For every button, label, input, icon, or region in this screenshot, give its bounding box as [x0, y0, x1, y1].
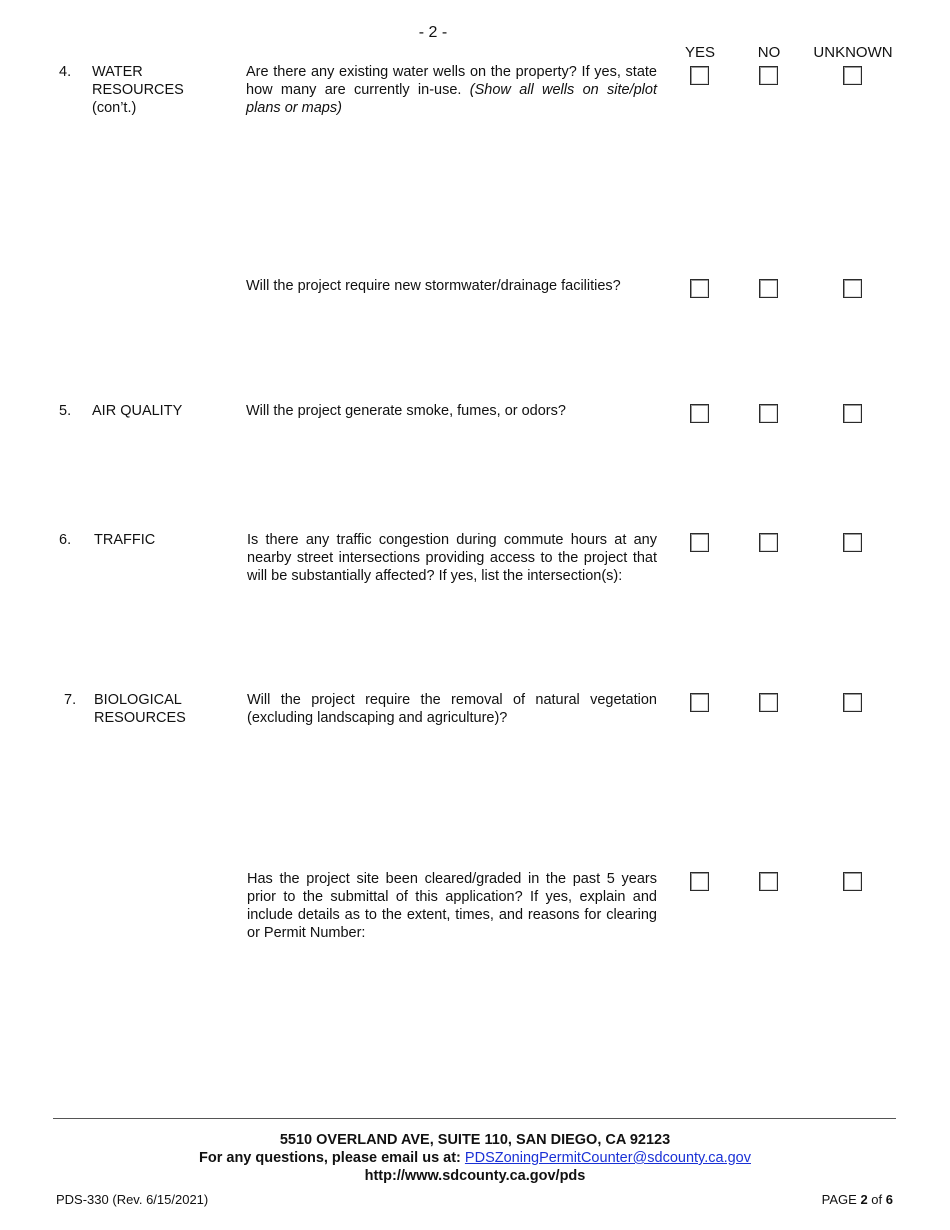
smoke-no-checkbox[interactable] [759, 404, 778, 423]
water-wells-no-checkbox[interactable] [759, 66, 778, 85]
page-of-word: of [871, 1192, 883, 1207]
section-number: 4. [59, 64, 72, 80]
section-topic: TRAFFIC [94, 532, 156, 548]
section-topic [92, 63, 222, 117]
water-wells-yes-checkbox[interactable] [690, 66, 709, 85]
question-site-cleared: Has the project site been cleared/graded in the past 5 years prior to the submittal of this application? If yes, explain and include details as to the extent, times, and reasons for clearing or Permit Number: [247, 871, 657, 941]
question-stormwater: Will the project require new stormwater/drainage facilities? [246, 278, 621, 294]
footer-divider [53, 1118, 896, 1119]
topic-line: WATER [92, 64, 143, 80]
cleared-yes-checkbox[interactable] [690, 872, 709, 891]
section-number: 5. [59, 403, 72, 419]
traffic-yes-checkbox[interactable] [690, 533, 709, 552]
topic-line: RESOURCES [94, 710, 186, 726]
traffic-no-checkbox[interactable] [759, 533, 778, 552]
footer-questions-text: For any questions, please email us at: [199, 1150, 461, 1166]
footer-address: 5510 OVERLAND AVE, SUITE 110, SAN DIEGO, CA 92123 [279, 1132, 671, 1148]
page-indicator [822, 1191, 893, 1209]
traffic-unknown-checkbox[interactable] [843, 533, 862, 552]
footer-contact [0, 1149, 950, 1167]
topic-line: BIOLOGICAL [94, 692, 182, 708]
question-smoke-fumes: Will the project generate smoke, fumes, or odors? [246, 403, 566, 419]
vegetation-unknown-checkbox[interactable] [843, 693, 862, 712]
water-wells-unknown-checkbox[interactable] [843, 66, 862, 85]
smoke-unknown-checkbox[interactable] [843, 404, 862, 423]
question-traffic-congestion: Is there any traffic congestion during commute hours at any nearby street intersections providing access to the project that will be substantially affected? If yes, list the intersection(s): [247, 532, 657, 584]
page-word: PAGE [821, 1192, 857, 1207]
topic-line: (con’t.) [92, 100, 137, 116]
footer-email-link[interactable]: PDSZoningPermitCounter@sdcounty.ca.gov [464, 1150, 751, 1166]
page-total: 6 [885, 1192, 893, 1207]
stormwater-yes-checkbox[interactable] [690, 279, 709, 298]
section-topic [94, 691, 224, 727]
smoke-yes-checkbox[interactable] [690, 404, 709, 423]
section-number: 7. [64, 692, 77, 708]
question-water-wells [246, 63, 657, 117]
stormwater-no-checkbox[interactable] [759, 279, 778, 298]
footer-website: http://www.sdcounty.ca.gov/pds [364, 1168, 586, 1184]
column-header-no: NO [757, 44, 781, 61]
section-topic: AIR QUALITY [92, 403, 183, 419]
column-header-yes: YES [684, 44, 715, 61]
topic-line: RESOURCES [92, 82, 184, 98]
page-number: - 2 - [418, 24, 448, 41]
cleared-no-checkbox[interactable] [759, 872, 778, 891]
stormwater-unknown-checkbox[interactable] [843, 279, 862, 298]
page-current: 2 [860, 1192, 868, 1207]
question-vegetation-removal: Will the project require the removal of natural vegetation (excluding landscaping and agriculture)? [247, 692, 657, 726]
cleared-unknown-checkbox[interactable] [843, 872, 862, 891]
question-text: Are there any existing water wells on the property? If yes, state how many are currently in-use. [246, 64, 657, 98]
vegetation-no-checkbox[interactable] [759, 693, 778, 712]
vegetation-yes-checkbox[interactable] [690, 693, 709, 712]
section-number: 6. [59, 532, 72, 548]
form-id: PDS-330 (Rev. 6/15/2021) [56, 1192, 209, 1207]
column-header-unknown: UNKNOWN [813, 44, 893, 61]
question-note: (Show all wells on site/plot plans or maps) [246, 82, 657, 116]
